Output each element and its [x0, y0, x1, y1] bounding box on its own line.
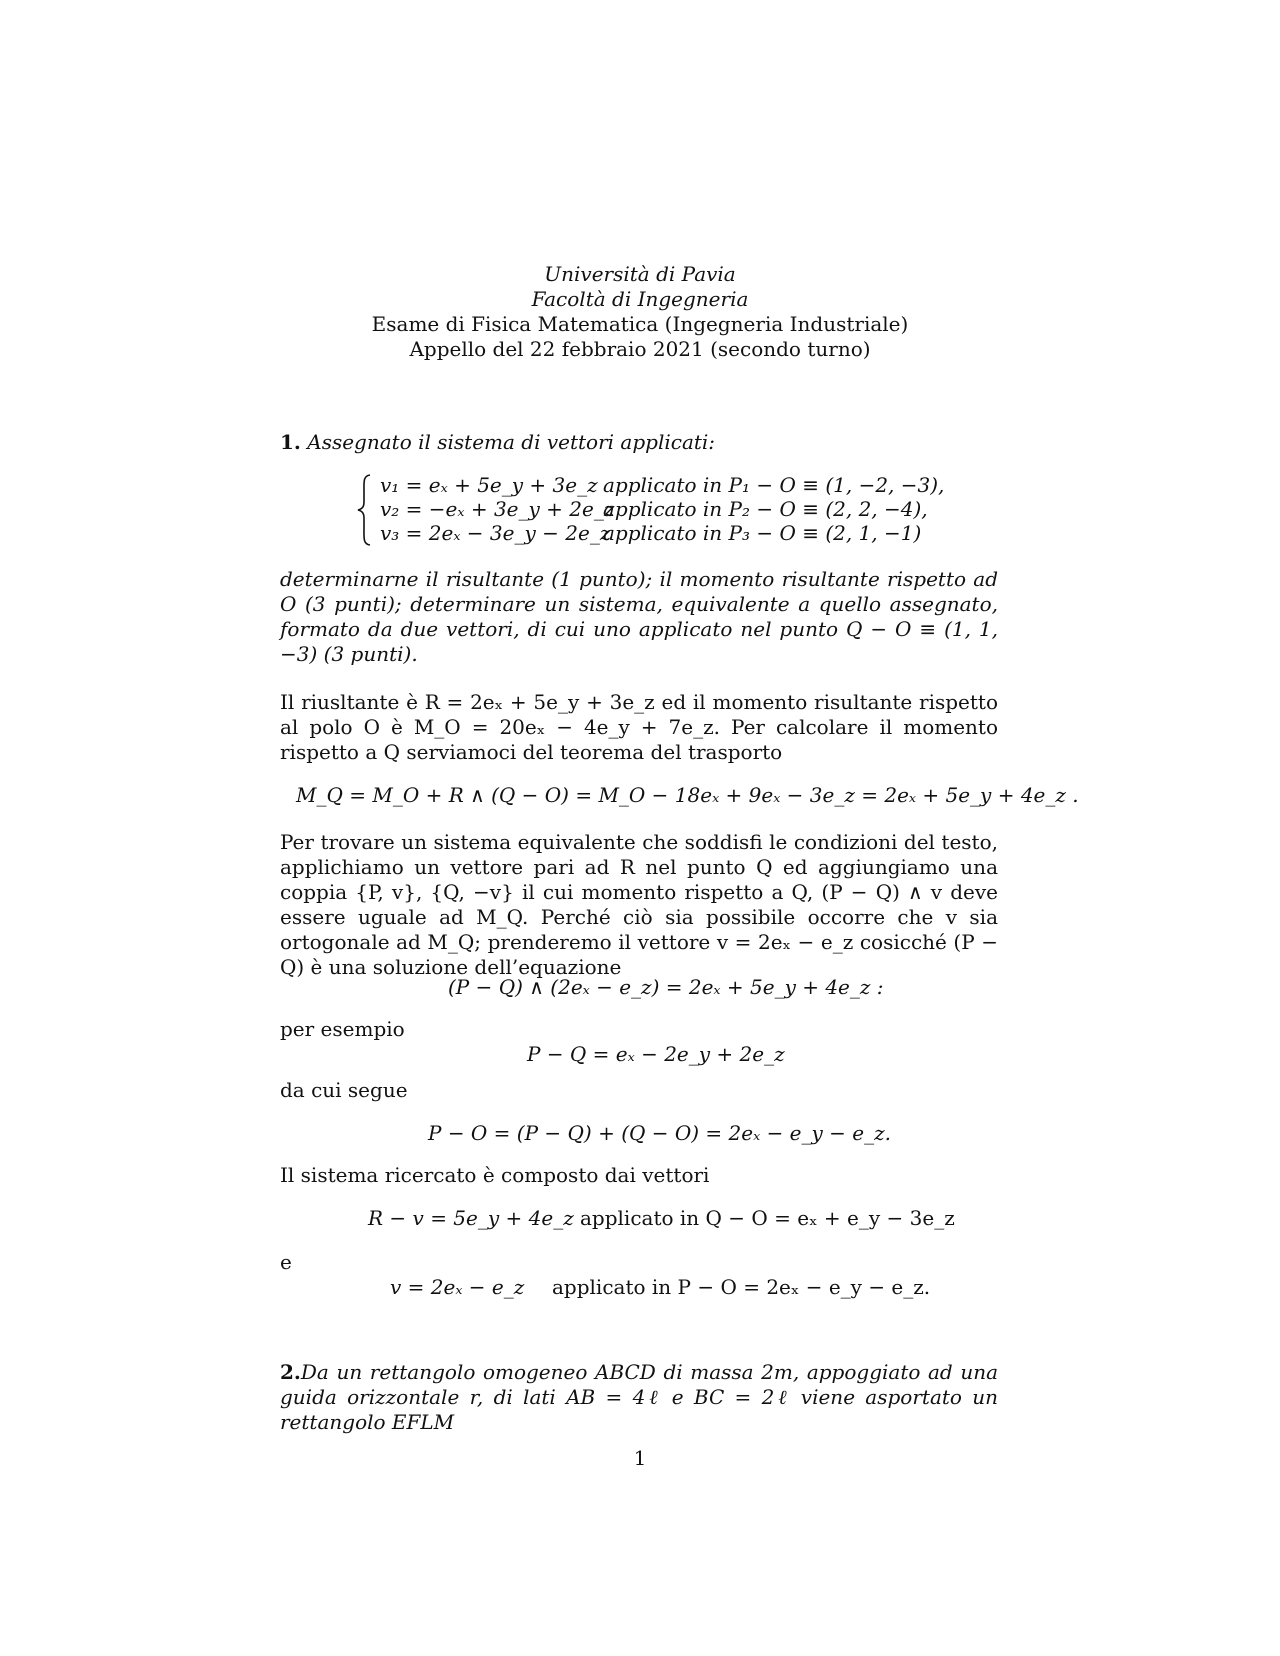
solution-paragraph-2: [280, 830, 998, 980]
problem-1-task: [280, 567, 998, 667]
solution-paragraph-2-text: Per trovare un sistema equivalente che soddisfi le condizioni del testo, applichiamo un vettore pari ad R nel punto Q ed aggiungiamo una coppia {P, v}, {Q, −v} il cui momento rispetto a Q, (P − Q) ∧ v deve essere uguale ad M_Q. Perché ciò sia possibile occorre che v sia ortogonale ad M_Q; prenderemo il vettore v = 2eₓ − e_z cosicché (P − Q) è una soluzione dell’equazione: [280, 830, 998, 979]
problem-2-number: 2.: [280, 1360, 301, 1384]
system-row-1-application: applicato in P₁ − O ≡ (1, −2, −3),: [603, 473, 945, 497]
problem-2-text: [280, 1360, 998, 1435]
equation-p-minus-o: P − O = (P − Q) + (Q − O) = 2eₓ − e_y − e_z.: [428, 1121, 892, 1145]
problem-1-number: 1.: [280, 430, 301, 454]
faculty-name: Facoltà di Ingegneria: [531, 287, 749, 311]
university-name: Università di Pavia: [544, 262, 736, 286]
equation-moment-transport: M_Q = M_O + R ∧ (Q − O) = M_O − 18eₓ + 9eₓ − 3e_z = 2eₓ + 5e_y + 4e_z .: [296, 783, 1079, 807]
problem-1-task-text: determinarne il risultante (1 punto); il momento risultante rispetto ad O (3 punti); determinare un sistema, equivalente a quello assegnato, formato da due vettori, di cui uno applicato nel punto Q − O ≡ (1, 1, −3) (3 punti).: [280, 567, 998, 666]
equation-r-minus-v-application: applicato in Q − O = eₓ + e_y − 3e_z: [580, 1206, 955, 1230]
text-da-cui-segue: da cui segue: [280, 1078, 408, 1102]
exam-session: Appello del 22 febbraio 2021 (secondo turno): [409, 337, 871, 361]
equation-p-minus-q: P − Q = eₓ − 2e_y + 2e_z: [527, 1042, 785, 1066]
equation-v-application: applicato in P − O = 2eₓ − e_y − e_z.: [552, 1275, 931, 1299]
text-sistema-ricercato: Il sistema ricercato è composto dai vettori: [280, 1163, 710, 1187]
system-row-3-vector: v₃ = 2eₓ − 3e_y − 2e_z: [380, 521, 611, 545]
page-number: 1: [633, 1446, 647, 1470]
solution-paragraph-1-text: Il riusltante è R = 2eₓ + 5e_y + 3e_z ed il momento risultante rispetto al polo O è M_O = 20eₓ − 4e_y + 7e_z. Per calcolare il momento rispetto a Q serviamoci del teorema del trasporto: [280, 690, 998, 764]
problem-2: [280, 1360, 998, 1435]
text-and: e: [280, 1250, 292, 1274]
solution-paragraph-1: [280, 690, 998, 765]
equation-cross-product: (P − Q) ∧ (2eₓ − e_z) = 2eₓ + 5e_y + 4e_z :: [448, 975, 884, 999]
system-row-2-vector: v₂ = −eₓ + 3e_y + 2e_z: [380, 497, 615, 521]
equation-r-minus-v: R − v = 5e_y + 4e_z: [368, 1206, 574, 1230]
system-row-1-vector: v₁ = eₓ + 5e_y + 3e_z: [380, 473, 598, 497]
text-per-esempio: per esempio: [280, 1017, 405, 1041]
problem-1-heading: [280, 430, 715, 455]
equation-v: v = 2eₓ − e_z: [390, 1275, 525, 1299]
system-row-3-application: applicato in P₃ − O ≡ (2, 1, −1): [603, 521, 922, 545]
problem-2-body: Da un rettangolo omogeneo ABCD di massa 2m, appoggiato ad una guida orizzontale r, di lati AB = 4ℓ e BC = 2ℓ viene asportato un rettangolo EFLM: [280, 1360, 998, 1434]
exam-title: Esame di Fisica Matematica (Ingegneria Industriale): [371, 312, 909, 336]
system-brace: [356, 474, 372, 546]
problem-1-intro: Assegnato il sistema di vettori applicati:: [307, 430, 716, 454]
system-row-2-application: applicato in P₂ − O ≡ (2, 2, −4),: [603, 497, 928, 521]
